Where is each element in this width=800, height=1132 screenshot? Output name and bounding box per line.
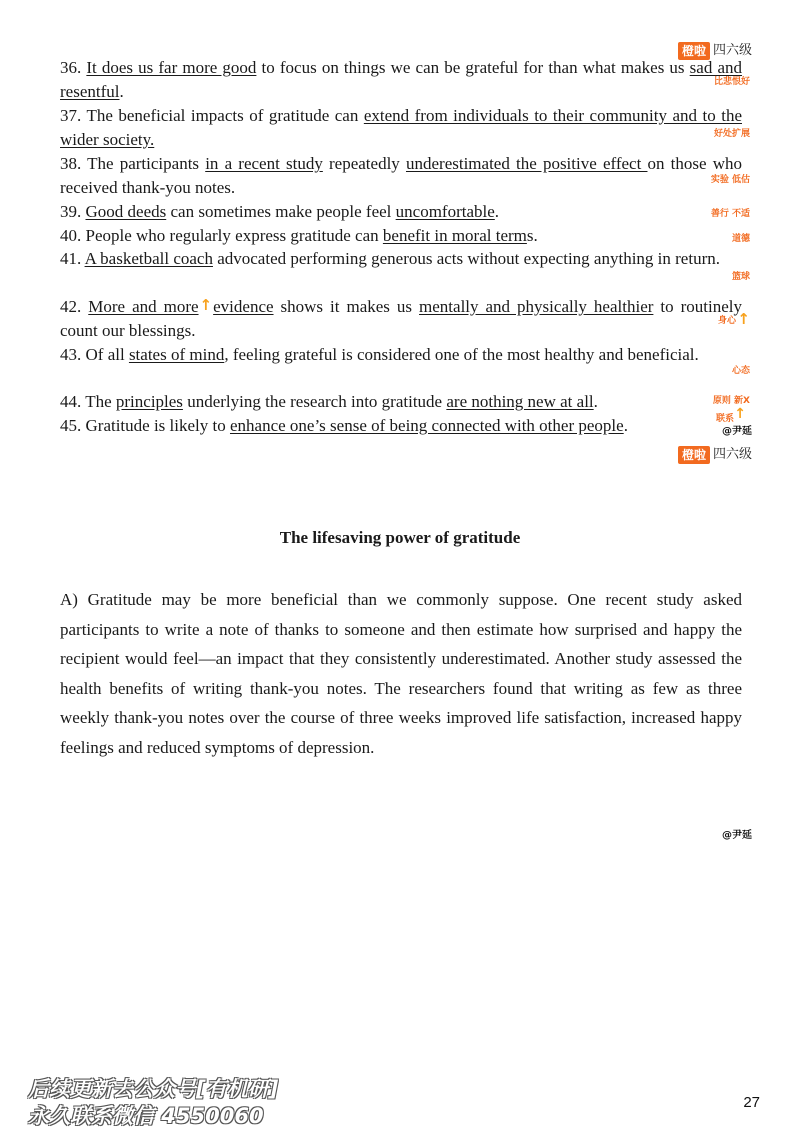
statement-text: Of all <box>85 345 129 364</box>
statement-text: shows it makes us <box>273 297 420 316</box>
underlined-phrase: in a recent study <box>205 154 323 173</box>
statement-number: 41. <box>60 249 85 268</box>
margin-note: 比悲恨好 <box>713 77 750 87</box>
brand-logo-label: 四六级 <box>712 43 752 58</box>
underlined-phrase: More and more <box>88 297 199 316</box>
watermark-line: 永久联系微信 4550060 <box>28 1104 264 1128</box>
statement-text: to focus on things we can be grateful for than what makes us <box>256 58 690 77</box>
statement-number: 36. <box>60 58 87 77</box>
statement-37 <box>60 104 742 152</box>
statement-text: The <box>85 392 116 411</box>
statement-number: 44. <box>60 392 86 411</box>
margin-note: 心态 <box>731 366 750 376</box>
passage-title: The lifesaving power of gratitude <box>279 528 521 547</box>
brand-logo-mark: 橙啦 <box>678 42 710 60</box>
underlined-phrase: underestimated the positive effect <box>405 154 648 173</box>
statement-text: on those who received thank-you notes. <box>60 154 742 197</box>
up-arrow-icon: ↑ <box>734 406 746 422</box>
statement-42 <box>60 295 742 343</box>
underlined-phrase: A basketball coach <box>84 249 213 268</box>
page-number: 27 <box>743 1094 760 1111</box>
statement-text: The participants <box>87 154 206 173</box>
signature: @尹延 <box>722 830 752 841</box>
statement-number: 38. <box>60 154 88 173</box>
statement-44 <box>60 390 742 414</box>
signature: @尹延 <box>722 426 752 437</box>
statement-text: to routinely count our blessings. <box>60 297 743 340</box>
statement-text: . <box>119 82 124 101</box>
statement-39 <box>60 200 742 224</box>
statement-text: s. <box>526 226 538 245</box>
statement-38 <box>60 152 742 200</box>
underlined-phrase: Good deeds <box>85 202 167 221</box>
statement-41 <box>60 247 742 271</box>
paragraph-a: A) Gratitude may be more beneficial than we commonly suppose. One recent study asked participants to write a note of thanks to someone and then estimate how surprised and happy the recipient would feel—an impact that they consistently underestimated. Another study assessed the health benefits of writing thank-you notes. The researchers found that writing as few as three weekly thank-you notes over the course of three weeks improved life satisfaction, increased happy feelings and reduced symptoms of depression. <box>60 590 742 757</box>
statement-number: 43. <box>60 345 86 364</box>
statement-text: underlying the research into gratitude <box>182 392 447 411</box>
brand-logo-label: 四六级 <box>712 447 752 462</box>
statement-number: 42. <box>60 297 89 316</box>
underlined-phrase: benefit in moral term <box>382 226 527 245</box>
underlined-phrase: enhance one’s sense of being connected with other people <box>229 416 624 435</box>
statement-45 <box>60 414 742 438</box>
margin-note: 身心 <box>717 316 736 326</box>
statement-text: . <box>593 392 598 411</box>
underlined-phrase: principles <box>115 392 183 411</box>
brand-logo-mark: 橙啦 <box>678 446 710 464</box>
statement-text: . <box>623 416 628 435</box>
statement-number: 37. <box>60 106 87 125</box>
statement-text: advocated performing generous acts without expecting anything in return. <box>212 249 720 268</box>
statement-36 <box>60 56 742 104</box>
margin-note: 实验 低估 <box>710 175 750 185</box>
underlined-phrase: sad and resentful <box>60 58 742 101</box>
underlined-phrase: mentally and physically healthier <box>419 297 654 316</box>
statement-number: 39. <box>60 202 86 221</box>
margin-note: 好处扩展 <box>713 129 750 139</box>
statement-text: People who regularly express gratitude can <box>85 226 383 245</box>
statement-text: can sometimes make people feel <box>166 202 396 221</box>
margin-note: 善行 不适 <box>710 209 750 219</box>
statement-text: , feeling grateful is considered one of the most healthy and beneficial. <box>224 345 699 364</box>
brand-logo <box>678 446 752 464</box>
margin-note: 篮球 <box>731 272 750 282</box>
margin-note: 原则 新X <box>712 396 750 406</box>
watermark-line: 后续更新去公众号[有机研] <box>28 1077 279 1101</box>
statement-text: Gratitude is likely to <box>85 416 230 435</box>
underlined-phrase: are nothing new at all <box>446 392 594 411</box>
margin-note: 道德 <box>731 234 750 244</box>
statement-40 <box>60 224 742 248</box>
statement-text: repeatedly <box>322 154 406 173</box>
statement-text: . <box>494 202 500 221</box>
statement-number: 40. <box>60 226 86 245</box>
up-arrow-icon: ↑ <box>199 296 213 314</box>
statement-number: 45. <box>60 416 86 435</box>
up-arrow-icon: ↑ <box>737 310 750 328</box>
statement-text: The beneficial impacts of gratitude can <box>86 106 364 125</box>
underlined-phrase: uncomfortable <box>395 202 495 221</box>
margin-note: 联系 <box>715 414 734 424</box>
underlined-phrase: It does us far more good <box>86 58 257 77</box>
watermark <box>28 1076 278 1130</box>
statement-43 <box>60 343 742 367</box>
underlined-phrase: states of mind <box>128 345 225 364</box>
underlined-phrase: evidence <box>213 297 274 316</box>
underlined-phrase: extend from individuals to their community and to the wider society. <box>60 106 742 149</box>
